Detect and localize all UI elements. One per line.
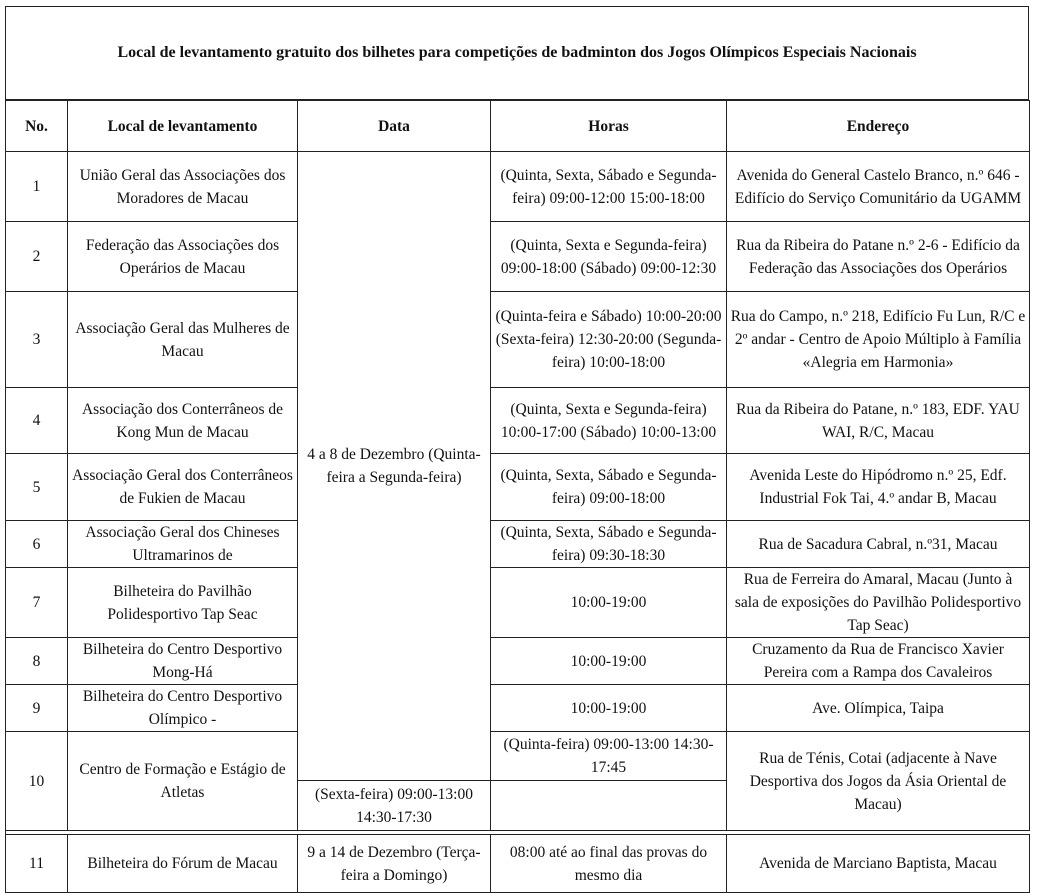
cell-endereco: Rua da Ribeira do Patane n.º 2-6 - Edifício da Federação das Associações dos Operários — [727, 222, 1030, 292]
header-endereco: Endereço — [727, 101, 1030, 152]
cell-date-group-1: 4 a 8 de Dezembro (Quinta-feira a Segunda-feira) — [298, 152, 491, 781]
ticket-pickup-table — [5, 100, 1030, 893]
cell-endereco: Avenida de Marciano Baptista, Macau — [727, 835, 1030, 893]
cell-endereco: Ave. Olímpica, Taipa — [727, 685, 1030, 732]
cell-local: Bilheteira do Fórum de Macau — [68, 835, 298, 893]
cell-horas: (Sexta-feira) 09:00-13:00 14:30-17:30 — [298, 781, 491, 831]
cell-horas: 10:00-19:00 — [491, 685, 727, 732]
cell-horas: 10:00-19:00 — [491, 568, 727, 638]
cell-no: 3 — [6, 292, 68, 388]
cell-endereco: Rua de Sacadura Cabral, n.º31, Macau — [727, 521, 1030, 568]
table-row — [6, 568, 1030, 638]
cell-horas: (Quinta-feira e Sábado) 10:00-20:00 (Sexta-feira) 12:30-20:00 (Segunda-feira) 10:00-18:00 — [491, 292, 727, 388]
cell-local: Associação Geral dos Chineses Ultramarinos de — [68, 521, 298, 568]
cell-no: 11 — [6, 835, 68, 893]
cell-local: Centro de Formação e Estágio de Atletas — [68, 732, 298, 831]
cell-endereco: Avenida Leste do Hipódromo n.º 25, Edf. Industrial Fok Tai, 4.º andar B, Macau — [727, 454, 1030, 521]
cell-data: 9 a 14 de Dezembro (Terça-feira a Domingo) — [298, 835, 491, 893]
cell-horas: 08:00 até ao final das provas do mesmo dia — [491, 835, 727, 893]
cell-local: Associação dos Conterrâneos de Kong Mun de Macau — [68, 388, 298, 454]
header-local: Local de levantamento — [68, 101, 298, 152]
cell-horas: (Quinta, Sexta, Sábado e Segunda-feira) 09:30-18:30 — [491, 521, 727, 568]
cell-local: União Geral das Associações dos Moradores de Macau — [68, 152, 298, 222]
cell-local: Associação Geral das Mulheres de Macau — [68, 292, 298, 388]
table-row — [6, 292, 1030, 388]
cell-no: 8 — [6, 638, 68, 685]
cell-no: 7 — [6, 568, 68, 638]
cell-no: 5 — [6, 454, 68, 521]
cell-local: Federação das Associações dos Operários de Macau — [68, 222, 298, 292]
cell-horas: (Quinta, Sexta, Sábado e Segunda-feira) 09:00-12:00 15:00-18:00 — [491, 152, 727, 222]
cell-endereco: Rua de Ferreira do Amaral, Macau (Junto à sala de exposições do Pavilhão Polidesportivo Tap Seac) — [727, 568, 1030, 638]
table-row — [6, 521, 1030, 568]
table-row — [6, 638, 1030, 685]
cell-no: 9 — [6, 685, 68, 732]
table-row — [6, 388, 1030, 454]
table-row — [6, 685, 1030, 732]
cell-endereco: Avenida do General Castelo Branco, n.º 646 - Edifício do Serviço Comunitário da UGAMM — [727, 152, 1030, 222]
cell-endereco: Rua do Campo, n.º 218, Edifício Fu Lun, R/C e 2º andar - Centro de Apoio Múltiplo à Família «Alegria em Harmonia» — [727, 292, 1030, 388]
table-row — [6, 732, 1030, 781]
cell-no: 1 — [6, 152, 68, 222]
cell-endereco: Rua de Ténis, Cotai (adjacente à Nave Desportiva dos Jogos da Ásia Oriental de Macau) — [727, 732, 1030, 831]
table-title-box — [5, 6, 1029, 100]
cell-horas: (Quinta, Sexta, Sábado e Segunda-feira) 09:00-18:00 — [491, 454, 727, 521]
cell-no: 2 — [6, 222, 68, 292]
cell-no: 4 — [6, 388, 68, 454]
cell-horas: (Quinta, Sexta e Segunda-feira) 10:00-17:00 (Sábado) 10:00-13:00 — [491, 388, 727, 454]
table-row — [6, 835, 1030, 893]
cell-horas: 10:00-19:00 — [491, 638, 727, 685]
cell-no: 6 — [6, 521, 68, 568]
cell-endereco: Cruzamento da Rua de Francisco Xavier Pereira com a Rampa dos Cavaleiros — [727, 638, 1030, 685]
table-row — [6, 222, 1030, 292]
cell-local: Bilheteira do Centro Desportivo Olímpico - — [68, 685, 298, 732]
table-title: Local de levantamento gratuito dos bilhetes para competições de badminton dos Jogos Olímpicos Especiais Nacionais — [117, 44, 917, 61]
table-row — [6, 454, 1030, 521]
header-row — [6, 101, 1030, 152]
cell-local: Bilheteira do Pavilhão Polidesportivo Tap Seac — [68, 568, 298, 638]
cell-endereco: Rua da Ribeira do Patane, n.º 183, EDF. YAU WAI, R/C, Macau — [727, 388, 1030, 454]
cell-local: Associação Geral dos Conterrâneos de Fukien de Macau — [68, 454, 298, 521]
table-row — [6, 152, 1030, 222]
cell-local: Bilheteira do Centro Desportivo Mong-Há — [68, 638, 298, 685]
cell-horas: (Quinta, Sexta e Segunda-feira) 09:00-18:00 (Sábado) 09:00-12:30 — [491, 222, 727, 292]
header-no: No. — [6, 101, 68, 152]
header-horas: Horas — [491, 101, 727, 152]
cell-horas: (Quinta-feira) 09:00-13:00 14:30-17:45 — [491, 732, 727, 781]
header-data: Data — [298, 101, 491, 152]
cell-no: 10 — [6, 732, 68, 831]
